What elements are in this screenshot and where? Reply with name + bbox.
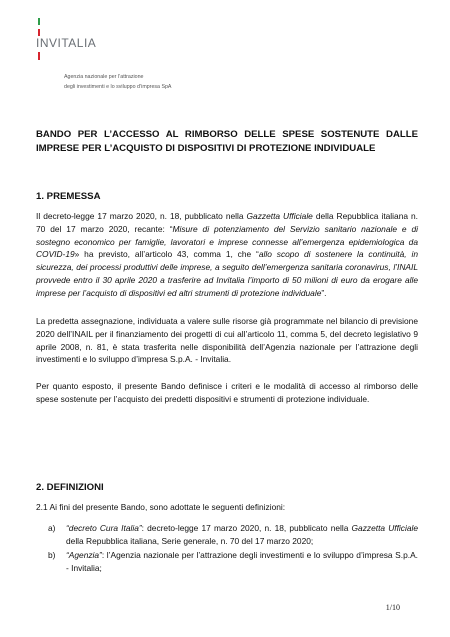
page-number: 1/10 bbox=[385, 603, 400, 612]
text-italic: Gazzetta Ufficiale bbox=[246, 211, 313, 221]
text: » ha previsto, all’articolo 43, comma 1, che “ bbox=[74, 249, 259, 260]
definitions-intro: 2.1 Ai fini del presente Bando, sono adottate le seguenti definizioni: bbox=[36, 502, 286, 512]
section-heading-premessa: 1. PREMESSA bbox=[36, 191, 101, 202]
agency-line-2: degli investimenti e lo sviluppo d’impresa SpA bbox=[64, 84, 172, 90]
text: : l’Agenzia nazionale per l’attrazione degli investimenti e lo sviluppo d’impresa S.p.A. - Invitalia; bbox=[66, 550, 418, 573]
text: : decreto-legge 17 marzo 2020, n. 18, pubblicato nella bbox=[141, 523, 352, 533]
paragraph-premessa-2: La predetta assegnazione, individuata a valere sulle risorse già programmate nel bilancio di previsione 2020 dell’INAIL per il finanziamento dei progetti di cui all’articolo 11, comma 5, del decreto legislativo 9 aprile 2008, n. 81, è stata trasferita nelle disponibilità dell’Agenzia nazionale per l’attrazione degli investimenti e lo sviluppo d’impresa S.p.A. - Invitalia. bbox=[36, 316, 418, 365]
definition-text bbox=[66, 522, 418, 548]
list-marker: a) bbox=[48, 523, 56, 533]
definition-term: “decreto Cura Italia” bbox=[66, 523, 142, 533]
section-heading-definizioni: 2. DEFINIZIONI bbox=[36, 482, 104, 493]
agency-description bbox=[64, 72, 171, 92]
text-italic: Gazzetta Ufficiale bbox=[351, 523, 418, 533]
text: della Repubblica italiana n. 70 del 17 marzo 2020, recante: “ bbox=[36, 211, 418, 234]
text: Il decreto-legge 17 marzo 2020, n. 18, pubblicato nella bbox=[36, 211, 247, 221]
logo-text: INVITALIA bbox=[36, 36, 97, 50]
text: ”. bbox=[321, 287, 327, 298]
definition-term: “Agenzia” bbox=[66, 550, 102, 560]
logo-red-bar bbox=[38, 29, 40, 36]
paragraph-premessa-1 bbox=[36, 210, 418, 300]
agency-line-1: Agenzia nazionale per l’attrazione bbox=[64, 74, 144, 80]
text-italic: Misure di potenziamento del Servizio sanitario nazionale e di sostegno economico per famiglie, lavoratori e imprese connesse all’emergenza epidemiologica da COVID-19 bbox=[36, 223, 418, 260]
list-marker: b) bbox=[48, 550, 56, 560]
text: della Repubblica italiana, Serie generale, n. 70 del 17 marzo 2020; bbox=[66, 535, 314, 546]
definition-text bbox=[66, 549, 418, 575]
logo-red-accent bbox=[38, 52, 40, 60]
document-title: BANDO PER L’ACCESSO AL RIMBORSO DELLE SPESE SOSTENUTE DALLE IMPRESE PER L’ACQUISTO DI DISPOSITIVI DI PROTEZIONE INDIVIDUALE bbox=[36, 129, 418, 154]
logo-green-bar bbox=[38, 18, 40, 25]
paragraph-premessa-3: Per quanto esposto, il presente Bando definisce i criteri e le modalità di accesso al rimborso delle spese sostenute per l’acquisto dei predetti dispositivi e strumenti di protezione individuale. bbox=[36, 381, 418, 404]
text-italic: allo scopo di sostenere la continuità, in sicurezza, dei processi produttivi delle imprese, a seguito dell’emergenza sanitaria coronavirus, l’INAIL provvede entro il 30 aprile 2020 a trasferire ad Invitalia l’importo di 50 milioni di euro da erogare alle imprese per l’acquisto di dispositivi ed altri strumenti di protezione individuale bbox=[36, 249, 418, 298]
